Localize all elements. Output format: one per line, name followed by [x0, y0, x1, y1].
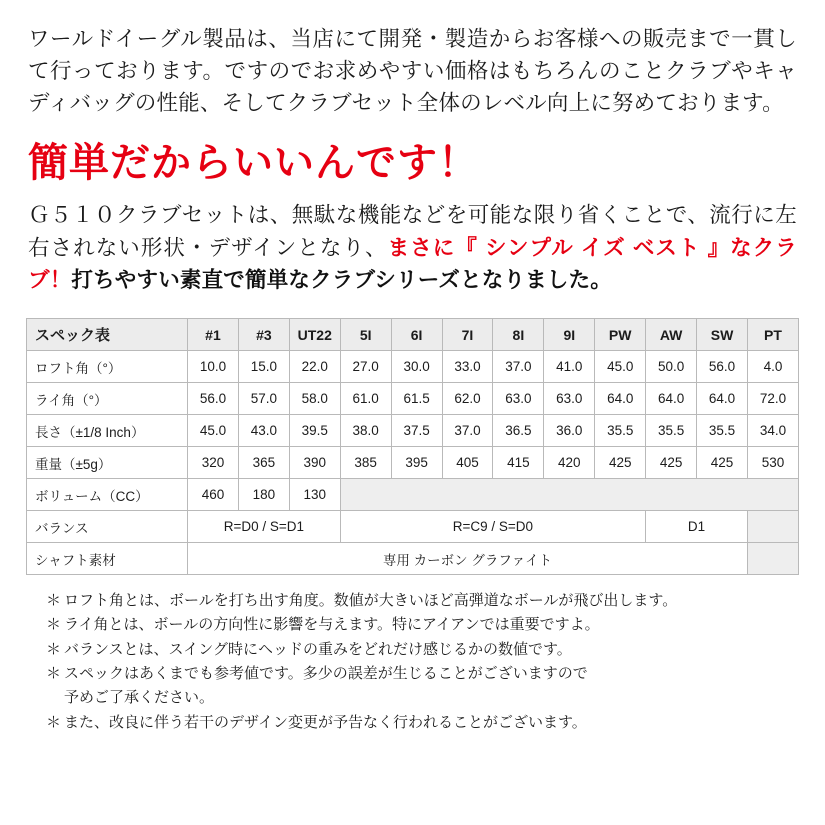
column-header: UT22: [289, 319, 340, 351]
table-cell: 38.0: [340, 415, 391, 447]
row-label: シャフト素材: [27, 543, 188, 575]
column-header: 9I: [544, 319, 595, 351]
column-header: #3: [238, 319, 289, 351]
spec-table-title: スペック表: [27, 319, 188, 351]
table-cell: 27.0: [340, 351, 391, 383]
column-header: 6I: [391, 319, 442, 351]
table-cell: 425: [697, 447, 748, 479]
table-cell: 35.5: [646, 415, 697, 447]
table-cell: 63.0: [493, 383, 544, 415]
table-row-balance: [27, 511, 799, 543]
table-row: [27, 447, 799, 479]
table-cell: 35.5: [595, 415, 646, 447]
table-cell: 530: [747, 447, 798, 479]
table-cell: 37.0: [442, 415, 493, 447]
table-cell: 41.0: [544, 351, 595, 383]
shaft-material-cell: 専用 カーボン グラファイト: [188, 543, 748, 575]
note-star: ＊: [46, 665, 62, 683]
table-cell: 460: [188, 479, 239, 511]
table-header-row: [27, 319, 799, 351]
table-cell: 63.0: [544, 383, 595, 415]
table-cell: 22.0: [289, 351, 340, 383]
table-cell: 61.0: [340, 383, 391, 415]
table-cell: 43.0: [238, 415, 289, 447]
table-cell: 320: [188, 447, 239, 479]
headline: 簡単だからいいんです！: [28, 141, 479, 186]
note-item: [46, 613, 799, 637]
table-cell: 390: [289, 447, 340, 479]
column-header: #1: [188, 319, 239, 351]
row-label: ライ角（°）: [27, 383, 188, 415]
table-cell: 36.5: [493, 415, 544, 447]
note-text: スペックはあくまでも参考値です。多少の誤差が生じることがございますので: [64, 665, 588, 683]
note-star: ＊: [46, 592, 62, 610]
table-cell: 39.5: [289, 415, 340, 447]
table-cell: 425: [646, 447, 697, 479]
row-label: ロフト角（°）: [27, 351, 188, 383]
table-cell: 64.0: [646, 383, 697, 415]
table-cell: 415: [493, 447, 544, 479]
note-star: ＊: [46, 713, 62, 731]
table-row: [27, 351, 799, 383]
table-cell: 62.0: [442, 383, 493, 415]
note-text: ライ角とは、ボールの方向性に影響を与えます。特にアイアンでは重要ですよ。: [64, 616, 600, 634]
intro-paragraph: ワールドイーグル製品は、当店にて開発・製造からお客様への販売まで一貫して行っております。ですのでお求めやすい価格はもちろんのことクラブやキャディバッグの性能、そしてクラブセット全体のレベル向上に努めております。: [28, 27, 797, 115]
spec-table-head: [27, 319, 799, 351]
table-cell: 36.0: [544, 415, 595, 447]
balance-group-cell: D1: [646, 511, 748, 543]
table-cell: 130: [289, 479, 340, 511]
body-red-emphasis: まさに『 シンプル イズ ベスト 』なクラブ！: [28, 235, 798, 292]
note-text: ロフト角とは、ボールを打ち出す角度。数値が大きいほど高弾道なボールが飛び出します。: [64, 592, 678, 610]
row-label: 長さ（±1/8 Inch）: [27, 415, 188, 447]
note-star: ＊: [46, 616, 62, 634]
table-cell: 72.0: [747, 383, 798, 415]
table-cell: 57.0: [238, 383, 289, 415]
note-item: [46, 589, 799, 613]
column-header: 5I: [340, 319, 391, 351]
column-header: 8I: [493, 319, 544, 351]
table-cell: 64.0: [697, 383, 748, 415]
table-cell: 15.0: [238, 351, 289, 383]
table-cell: 180: [238, 479, 289, 511]
spec-table: [26, 318, 799, 575]
table-cell: 425: [595, 447, 646, 479]
notes-list: [46, 589, 799, 735]
table-cell: 64.0: [595, 383, 646, 415]
table-cell: 50.0: [646, 351, 697, 383]
table-cell: 33.0: [442, 351, 493, 383]
note-item: [46, 638, 799, 662]
column-header: SW: [697, 319, 748, 351]
note-continuation: 予めご了承ください。: [64, 689, 215, 707]
column-header: PT: [747, 319, 798, 351]
table-cell: 45.0: [595, 351, 646, 383]
balance-group-cell: R=C9 / S=D0: [340, 511, 645, 543]
table-cell: 34.0: [747, 415, 798, 447]
table-cell: 56.0: [697, 351, 748, 383]
table-cell: 10.0: [188, 351, 239, 383]
table-cell-empty: [747, 543, 798, 575]
table-cell: 365: [238, 447, 289, 479]
table-cell: 420: [544, 447, 595, 479]
note-text: また、改良に伴う若干のデザイン変更が予告なく行われることがございます。: [64, 713, 587, 731]
table-cell-empty: [340, 479, 798, 511]
spec-table-container: [26, 318, 799, 575]
body-part1: Ｇ５１０クラブセットは、無駄な機能などを可能な限り省くことで、流行に左右されない形状・デザインとなり、: [28, 203, 797, 260]
row-label: 重量（±5g）: [27, 447, 188, 479]
table-cell-empty: [747, 511, 798, 543]
table-cell: 395: [391, 447, 442, 479]
column-header: PW: [595, 319, 646, 351]
table-row-shaft: [27, 543, 799, 575]
table-cell: 405: [442, 447, 493, 479]
balance-group-cell: R=D0 / S=D1: [188, 511, 341, 543]
spec-table-body: [27, 351, 799, 575]
note-text: バランスとは、スイング時にヘッドの重みをどれだけ感じるかの数値です。: [64, 640, 572, 658]
note-star: ＊: [46, 640, 62, 658]
column-header: 7I: [442, 319, 493, 351]
table-cell: 385: [340, 447, 391, 479]
note-item: [46, 662, 799, 686]
body-bold-tail: 打ちやすい素直で簡単なクラブシリーズとなりました。: [71, 267, 612, 292]
table-cell: 35.5: [697, 415, 748, 447]
table-cell: 4.0: [747, 351, 798, 383]
column-header: AW: [646, 319, 697, 351]
table-cell: 45.0: [188, 415, 239, 447]
note-item: [46, 711, 799, 735]
table-row: [27, 415, 799, 447]
table-cell: 58.0: [289, 383, 340, 415]
body-paragraph: [28, 199, 797, 296]
table-cell: 37.0: [493, 351, 544, 383]
table-row: [27, 479, 799, 511]
table-cell: 56.0: [188, 383, 239, 415]
table-cell: 30.0: [391, 351, 442, 383]
row-label: バランス: [27, 511, 188, 543]
table-cell: 37.5: [391, 415, 442, 447]
table-row: [27, 383, 799, 415]
row-label: ボリューム（CC）: [27, 479, 188, 511]
table-cell: 61.5: [391, 383, 442, 415]
